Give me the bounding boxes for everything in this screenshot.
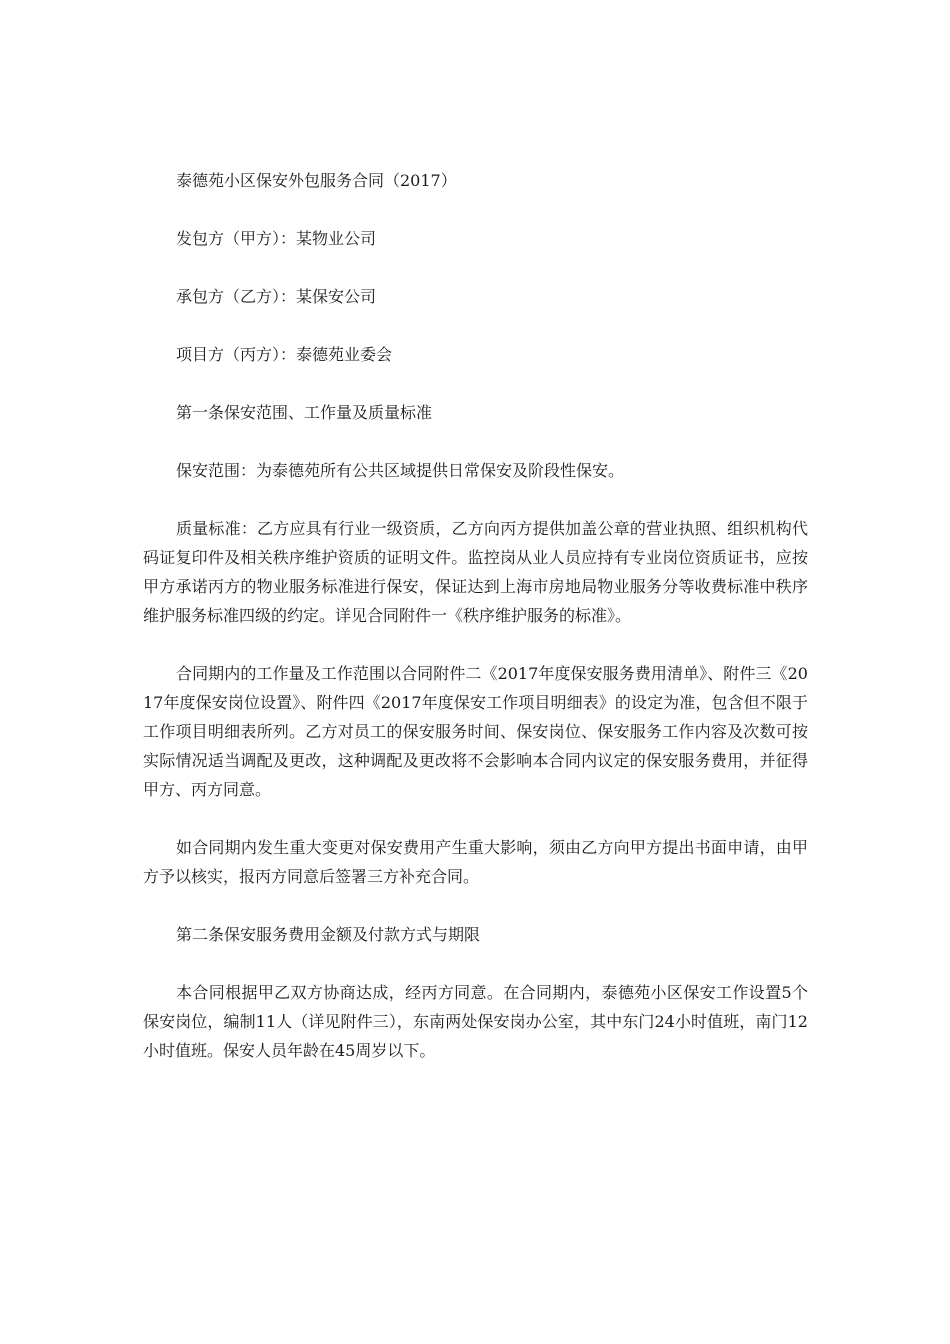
article-1-heading: 第一条保安范围、工作量及质量标准: [176, 403, 433, 422]
workload-paragraph: 合同期内的工作量及工作范围以合同附件二《2017年度保安服务费用清单》、附件三《2017年度保安岗位设置》、附件四《2017年度保安工作项目明细表》的设定为准，包含但不限于工作项目明细表所列。乙方对员工的保安服务时间、保安岗位、保安服务工作内容及次数可按实际情况适当调配及更改，这种调配及更改将不会影响本合同内议定的保安服务费用，并征得甲方、丙方同意。: [143, 664, 808, 799]
party-c-line: 项目方（丙方）：泰德苑业委会: [176, 345, 393, 364]
contract-title: 泰德苑小区保安外包服务合同（2017）: [176, 171, 457, 190]
major-change-paragraph: 如合同期内发生重大变更对保安费用产生重大影响，须由乙方向甲方提出书面申请，由甲方予以核实，报丙方同意后签署三方补充合同。: [143, 838, 808, 886]
article-2-body: 本合同根据甲乙双方协商达成，经丙方同意。在合同期内，泰德苑小区保安工作设置5个保安岗位，编制11人（详见附件三），东南两处保安岗办公室，其中东门24小时值班，南门12小时值班。保安人员年龄在45周岁以下。: [143, 983, 808, 1060]
article-2-heading: 第二条保安服务费用金额及付款方式与期限: [176, 925, 481, 944]
party-a-line: 发包方（甲方）：某物业公司: [176, 229, 377, 248]
document-body: [143, 166, 808, 1094]
scope-paragraph: 保安范围：为泰德苑所有公共区域提供日常保安及阶段性保安。: [176, 461, 625, 480]
party-b-line: 承包方（乙方）：某保安公司: [176, 287, 377, 306]
quality-paragraph: 质量标准：乙方应具有行业一级资质，乙方向丙方提供加盖公章的营业执照、组织机构代码证复印件及相关秩序维护资质的证明文件。监控岗从业人员应持有专业岗位资质证书，应按甲方承诺丙方的物业服务标准进行保安，保证达到上海市房地局物业服务分等收费标准中秩序维护服务标准四级的约定。详见合同附件一《秩序维护服务的标准》。: [143, 519, 808, 625]
